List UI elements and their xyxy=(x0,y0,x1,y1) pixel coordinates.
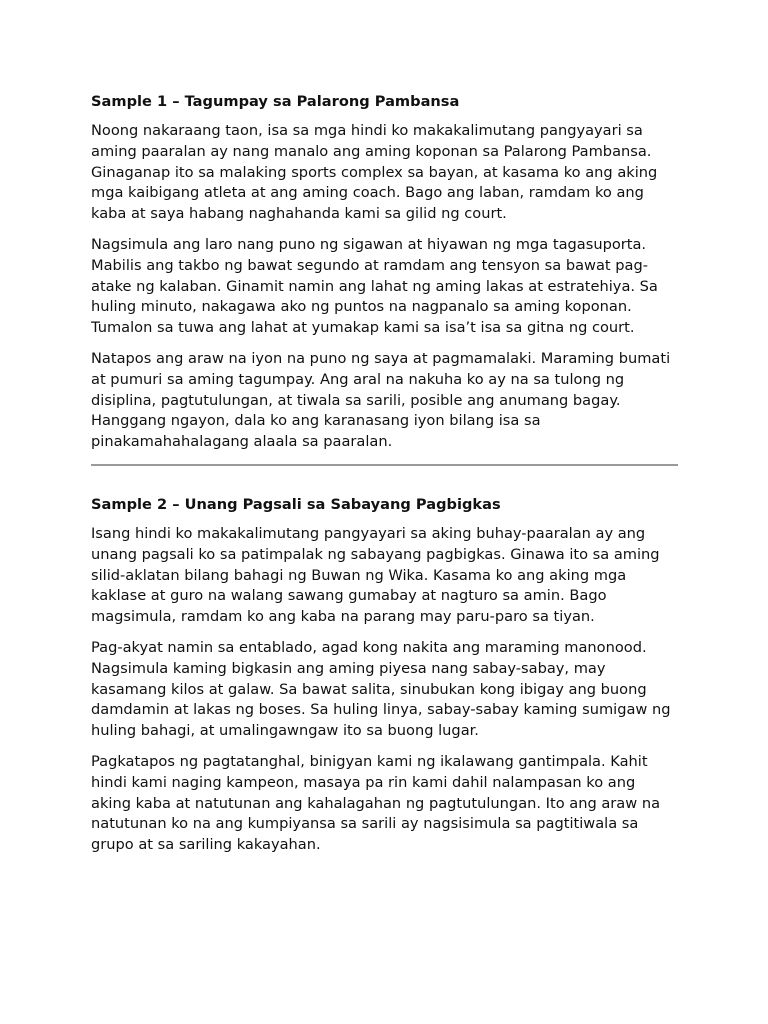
paragraph: Isang hindi ko makakalimutang pangyayari sa aking buhay-paaralan ay ang unang pagsali ko sa patimpalak ng sabayang pagbigkas. Ginawa ito sa aming silid-aklatan bilang bahagi ng Buwan ng Wika. Kasama ko ang aking mga kaklase at guro na walang sawang gumabay at nagturo sa amin. Bago magsimula, ramdam ko ang kaba na parang may paru-paro sa tiyan. xyxy=(91,524,660,626)
sample-2-section xyxy=(91,495,678,856)
section-divider xyxy=(91,464,678,466)
paragraph: Noong nakaraang taon, isa sa mga hindi ko makakalimutang pangyayari sa aming paaralan ay nang manalo ang aming koponan sa Palarong Pambansa. Ginaganap ito sa malaking sports complex sa bayan, at kasama ko ang aking mga kaibigang atleta at ang aming coach. Bago ang laban, ramdam ko ang kaba at saya habang naghahanda kami sa gilid ng court. xyxy=(91,122,658,223)
paragraph: Natapos ang araw na iyon na puno ng saya at pagmamalaki. Maraming bumati at pumuri sa aming tagumpay. Ang aral na nakuha ko ay na sa tulong ng disiplina, pagtutulungan, at tiwala sa sarili, posible ang anumang bagay. Hanggang ngayon, dala ko ang karanasang iyon bilang isa sa pinakamahahalagang alaala sa paaralan. xyxy=(91,349,671,451)
sample-1-section xyxy=(91,92,678,453)
paragraph: Pag-akyat namin sa entablado, agad kong nakita ang maraming manonood. Nagsimula kaming bigkasin ang aming piyesa nang sabay-sabay, may kasamang kilos at galaw. Sa bawat salita, sinubukan kong ibigay ang buong damdamin at lakas ng boses. Sa huling linya, sabay-sabay kaming sumigaw ng huling bahagi, at umalingawngaw ito sa buong lugar. xyxy=(91,638,671,740)
paragraph: Pagkatapos ng pagtatanghal, binigyan kami ng ikalawang gantimpala. Kahit hindi kami naging kampeon, masaya pa rin kami dahil nalampasan ko ang aking kaba at natutunan ang kahalagahan ng pagtutulungan. Ito ang araw na natutunan ko na ang kumpiyansa sa sarili ay nagsisimula sa pagtitiwala sa grupo at sa sariling kakayahan. xyxy=(91,752,661,854)
section-heading: Sample 2 – Unang Pagsali sa Sabayang Pagbigkas xyxy=(91,495,501,513)
section-heading: Sample 1 – Tagumpay sa Palarong Pambansa xyxy=(91,93,460,110)
paragraph: Nagsimula ang laro nang puno ng sigawan at hiyawan ng mga tagasuporta. Mabilis ang takbo ng bawat segundo at ramdam ang tensyon sa bawat pag-atake ng kalaban. Ginamit namin ang lahat ng aming lakas at estratehiya. Sa huling minuto, nakagawa ako ng puntos na nagpanalo sa aming koponan. Tumalon sa tuwa ang lahat at yumakap kami sa isa’t isa sa gitna ng court. xyxy=(91,235,658,337)
